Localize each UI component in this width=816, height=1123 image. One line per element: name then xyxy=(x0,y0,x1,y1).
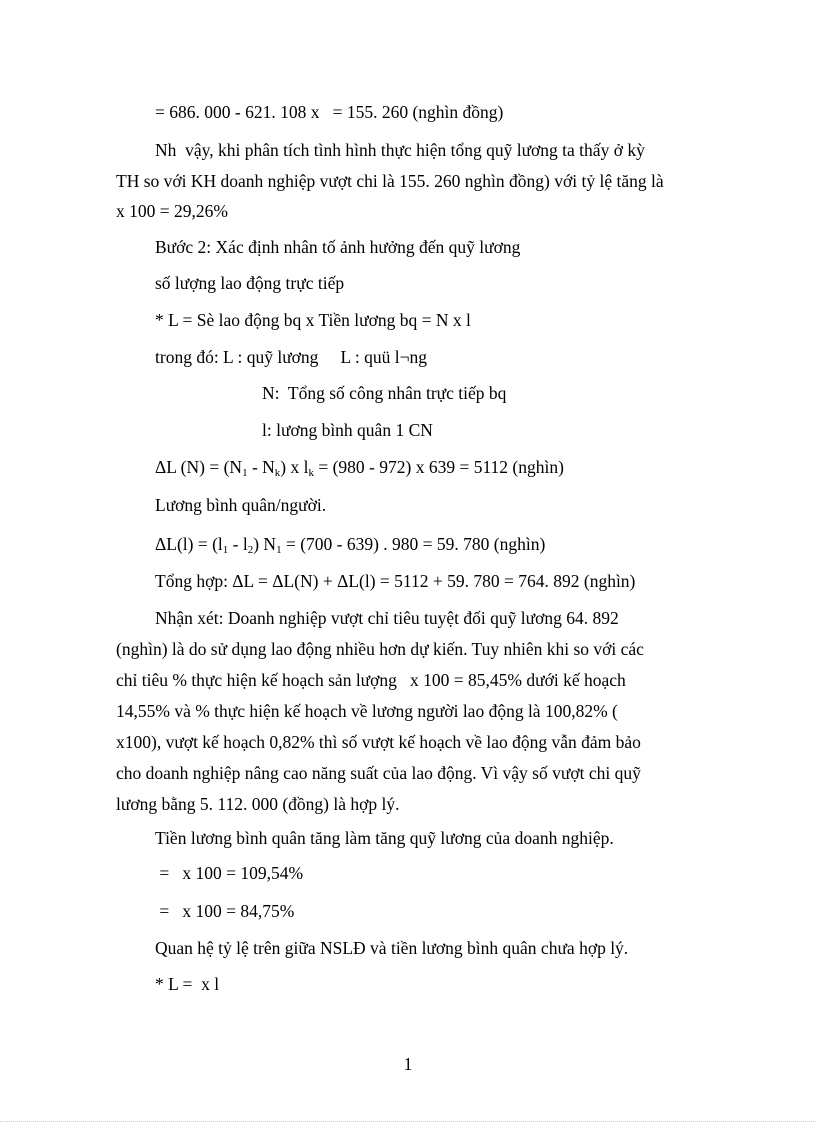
text-line: lương bằng 5. 112. 000 (đồng) là hợp lý. xyxy=(116,794,400,814)
subscript: 2 xyxy=(247,544,254,556)
text-segment: ΔL (N) = (N xyxy=(155,457,243,477)
text-segment: ΔL(l) = (l xyxy=(155,534,223,554)
text-segment: = (700 - 639) . 980 = 59. 780 (nghìn) xyxy=(281,534,546,554)
text-line: = x 100 = 109,54% xyxy=(155,863,304,883)
text-line xyxy=(155,346,427,368)
subscript: 1 xyxy=(276,544,282,556)
text-line: = x 100 = 84,75% xyxy=(155,901,295,921)
text-segment: ) x l xyxy=(280,457,309,477)
text-line: * L = x l xyxy=(155,974,220,994)
text-line: N: Tổng số công nhân trực tiếp bq xyxy=(262,383,507,403)
subscript: 1 xyxy=(242,467,248,479)
text-segment: L : quü l¬ng xyxy=(340,347,427,367)
formula-line xyxy=(155,456,564,484)
text-line: x 100 = 29,26% xyxy=(116,201,228,221)
text-line: 14,55% và % thực hiện kế hoạch về lương người lao động là 100,82% ( xyxy=(116,701,618,721)
text-line: cho doanh nghiệp nâng cao năng suất của lao động. Vì vậy số vượt chi quỹ xyxy=(116,763,641,783)
text-segment: - l xyxy=(228,534,248,554)
text-line: Bước 2: Xác định nhân tố ảnh hưởng đến quỹ lương xyxy=(155,237,521,257)
text-line: Quan hệ tỷ lệ trên giữa NSLĐ và tiền lương bình quân chưa hợp lý. xyxy=(155,938,629,958)
text-line: = 686. 000 - 621. 108 x = 155. 260 (nghìn đồng) xyxy=(155,102,504,122)
text-line: Nhận xét: Doanh nghiệp vượt chỉ tiêu tuyệt đối quỹ lương 64. 892 xyxy=(155,608,619,628)
text-segment: trong đó: L : quỹ lương xyxy=(155,347,319,367)
text-line: x100), vượt kế hoạch 0,82% thì số vượt kế hoạch về lao động vẫn đảm bảo xyxy=(116,732,641,752)
page-number: 1 xyxy=(403,1054,413,1074)
subscript: k xyxy=(308,467,314,479)
text-segment: = (980 - 972) x 639 = 5112 (nghìn) xyxy=(313,457,564,477)
text-line: Lương bình quân/người. xyxy=(155,495,327,515)
text-line: chỉ tiêu % thực hiện kế hoạch sản lượng x 100 = 85,45% dưới kế hoạch xyxy=(116,670,626,690)
text-line: Tổng hợp: ΔL = ΔL(N) + ΔL(l) = 5112 + 59. 780 = 764. 892 (nghìn) xyxy=(155,571,636,591)
text-segment: ) N xyxy=(253,534,277,554)
subscript: 1 xyxy=(222,544,229,556)
text-line: l: lương bình quân 1 CN xyxy=(262,420,433,440)
page-bottom-divider xyxy=(0,1121,816,1122)
formula-line xyxy=(155,533,545,561)
text-line: Nh vậy, khi phân tích tình hình thực hiện tổng quỹ lương ta thấy ở kỳ xyxy=(155,140,645,160)
text-line: số lượng lao động trực tiếp xyxy=(155,273,345,293)
subscript: k xyxy=(274,467,281,479)
text-line: * L = Sè lao động bq x Tiền lương bq = N x l xyxy=(155,310,471,330)
text-segment: - N xyxy=(247,457,275,477)
text-line: TH so với KH doanh nghiệp vượt chi là 155. 260 nghìn đồng) với tỷ lệ tăng là xyxy=(116,171,664,191)
text-line: Tiền lương bình quân tăng làm tăng quỹ lương của doanh nghiệp. xyxy=(155,828,614,848)
text-line: (nghìn) là do sử dụng lao động nhiều hơn dự kiến. Tuy nhiên khi so với các xyxy=(116,639,644,659)
